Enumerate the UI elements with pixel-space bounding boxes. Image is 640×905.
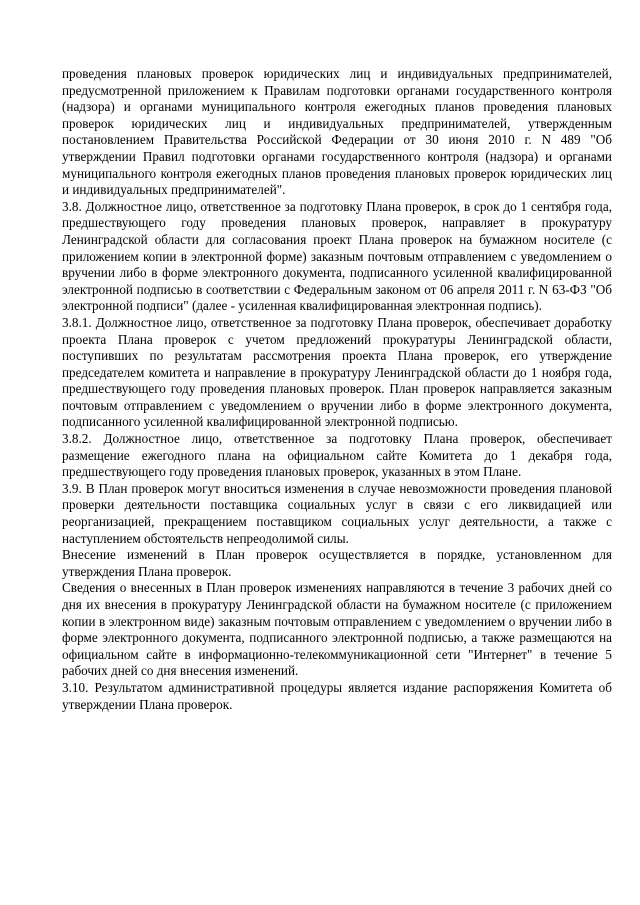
paragraph-changes-notification: Сведения о внесенных в План проверок изменениях направляются в течение 3 рабочих дней со дня их внесения в прокуратуру Ленинградской области на бумажном носителе (с приложением копии в электронном виде) заказным почтовым отправлением с уведомлением о вручении либо в форме электронного документа, подписанного электронной подписью, а также размещаются на официальном сайте в информационно-телекоммуникационной сети "Интернет" в течение 5 рабочих дней со дня внесения изменений. [62, 580, 612, 679]
paragraph-3-10: 3.10. Результатом административной процедуры является издание распоряжения Комитета об утверждении Плана проверок. [62, 679, 612, 712]
paragraph-3-8: 3.8. Должностное лицо, ответственное за подготовку Плана проверок, в срок до 1 сентября года, предшествующего году проведения плановых проверок, направляет в прокуратуру Ленинградской области для согласования проект Плана проверок на бумажном носителе (с приложением копии в электронной форме) заказным почтовым отправлением с уведомлением о вручении либо в форме электронного документа, подписанного усиленной квалифицированной электронной подписью в соответствии с Федеральным законом от 06 апреля 2011 г. N 63-ФЗ "Об электронной подписи" (далее - усиленная квалифицированная электронная подпись). [62, 198, 612, 314]
paragraph-3-8-2: 3.8.2. Должностное лицо, ответственное за подготовку Плана проверок, обеспечивает размещение ежегодного плана на официальном сайте Комитета до 1 декабря года, предшествующего году проведения плановых проверок, указанных в этом Плане. [62, 431, 612, 480]
paragraph-continuation: проведения плановых проверок юридических лиц и индивидуальных предпринимателей, предусмотренной приложением к Правилам подготовки органами государственного контроля (надзора) и органами муниципального контроля ежегодных планов проведения плановых проверок юридических лиц и индивидуальных предпринимателей, утвержденным постановлением Правительства Российской Федерации от 30 июня 2010 г. N 489 "Об утверждении Правил подготовки органами государственного контроля (надзора) и органами муниципального контроля ежегодных планов проведения плановых проверок юридических лиц и индивидуальных предпринимателей". [62, 66, 612, 198]
paragraph-changes-procedure: Внесение изменений в План проверок осуществляется в порядке, установленном для утверждения Плана проверок. [62, 547, 612, 579]
paragraph-3-8-1: 3.8.1. Должностное лицо, ответственное за подготовку Плана проверок, обеспечивает доработку проекта Плана проверок с учетом предложений прокуратуры Ленинградской области, поступивших по результатам рассмотрения проекта Плана проверок, его утверждение председателем комитета и направление в прокуратуру Ленинградской области до 1 ноября года, предшествующего году проведения плановых проверок. План проверок направляется заказным почтовым отправлением с уведомлением о вручении либо в форме электронного документа, подписанного усиленной квалифицированной электронной подписью. [62, 314, 612, 430]
paragraph-3-9: 3.9. В План проверок могут вноситься изменения в случае невозможности проведения плановой проверки деятельности поставщика социальных услуг в связи с его ликвидацией или реорганизацией, прекращением поставщиком социальных услуг деятельности, а также с наступлением обстоятельств непреодолимой силы. [62, 480, 612, 546]
